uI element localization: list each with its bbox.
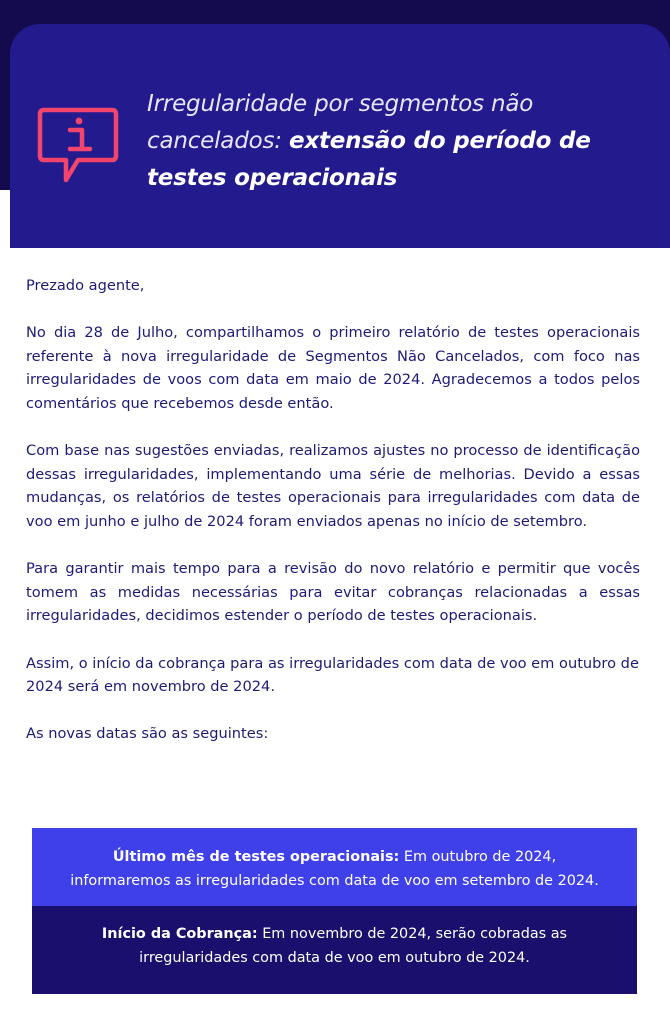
billing-start-box bbox=[32, 906, 637, 994]
billing-start-text: Em novembro de 2024, serão cobradas as irregularidades com data de voo em outubro de 2024. bbox=[139, 926, 568, 966]
last-test-month-text: Em outubro de 2024, informaremos as irregularidades com data de voo em setembro de 2024. bbox=[70, 849, 599, 889]
info-speech-bubble-icon bbox=[36, 104, 120, 188]
paragraph-intro: No dia 28 de Julho, compartilhamos o primeiro relatório de testes operacionais referente à nova irregularidade de Segmentos Não Cancelados, com foco nas irregularidades de voos com data em maio de 2024. Agradecemos a todos pelos comentários que recebemos desde então. bbox=[26, 324, 640, 412]
billing-start-label: Início da Cobrança: bbox=[101, 926, 258, 942]
paragraph-adjustments: Com base nas sugestões enviadas, realizamos ajustes no processo de identificação dessas irregularidades, implementando uma série de melhorias. Devido a essas mudanças, os relatórios de testes operacionais para irregularidades com data de voo em junho e julho de 2024 foram enviados apenas no início de setembro. bbox=[26, 442, 640, 530]
paragraph-extension: Para garantir mais tempo para a revisão do novo relatório e permitir que vocês tomem as medidas necessárias para evitar cobranças relacionadas a essas irregularidades, decidimos estender o período de testes operacionais. bbox=[26, 560, 640, 625]
letter-body bbox=[26, 274, 640, 769]
page-title bbox=[147, 86, 647, 197]
last-test-month-label: Último mês de testes operacionais: bbox=[112, 849, 400, 865]
title-bold: extensão do período de testes operacionais bbox=[147, 128, 591, 191]
paragraph-billing-start: Assim, o início da cobrança para as irregularidades com data de voo em outubro de 2024 será em novembro de 2024. bbox=[26, 654, 639, 696]
paragraph-new-dates: As novas datas são as seguintes: bbox=[26, 725, 269, 743]
greeting: Prezado agente, bbox=[26, 277, 145, 294]
last-test-month-box bbox=[32, 828, 637, 906]
title-light: Irregularidade por segmentos não cancelados: bbox=[147, 91, 534, 154]
